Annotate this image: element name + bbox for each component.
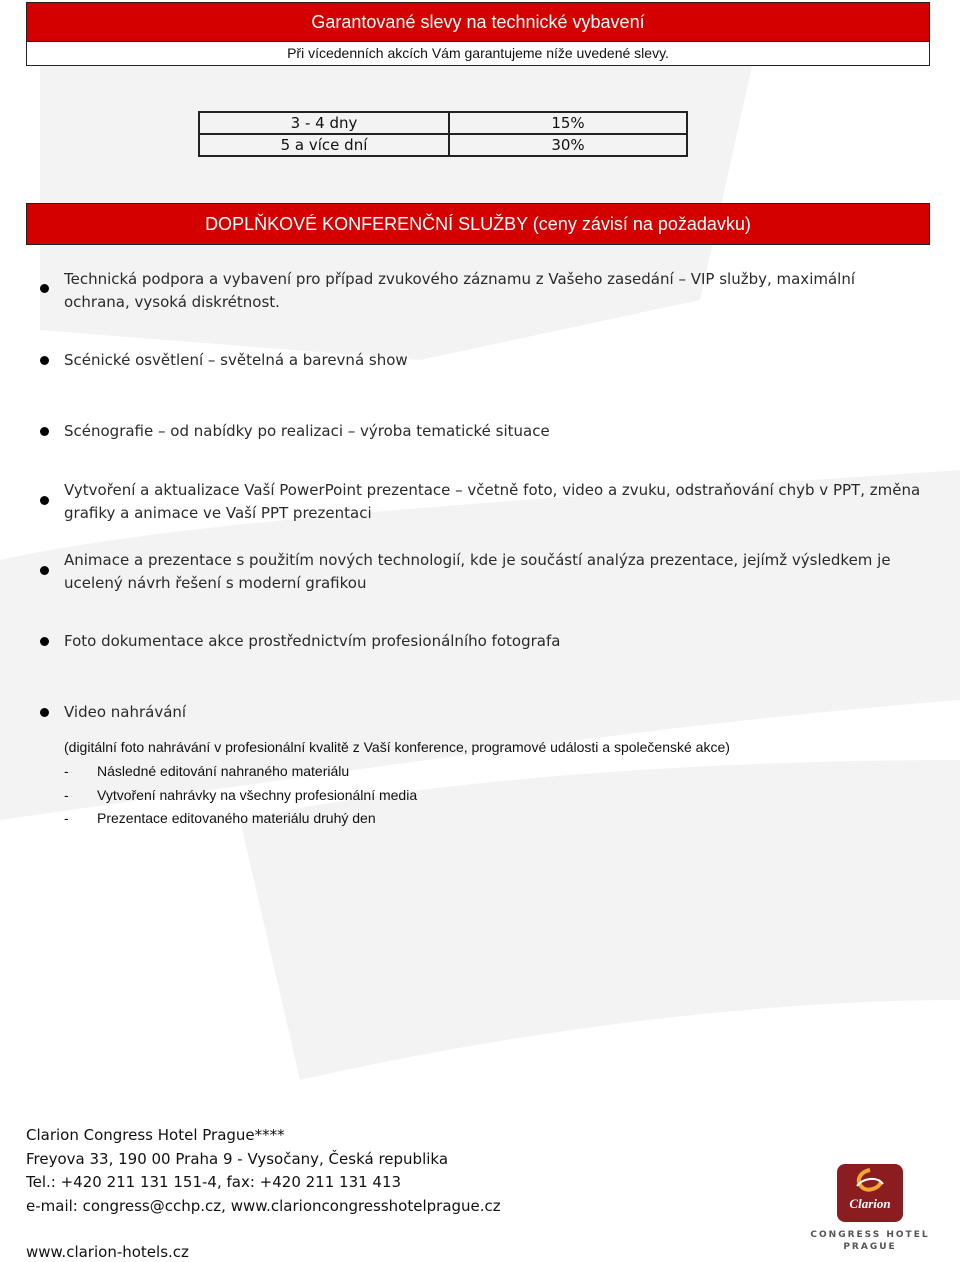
table-row: [199, 112, 687, 134]
video-note: (digitální foto nahrávání v profesionální kvalitě z Vaší konference, programové události a společenské akce): [64, 739, 730, 755]
service-text: Video nahrávání: [64, 703, 187, 721]
list-item: [64, 786, 417, 804]
list-item: [64, 762, 349, 780]
discount-value: 30%: [449, 134, 687, 156]
service-text: Technická podpora a vybavení pro případ zvukového záznamu z Vašeho zasedání – VIP služby, maximální ochrana, vysoká diskrétnost.: [64, 270, 856, 311]
service-text: Vytvoření a aktualizace Vaší PowerPoint prezentace – včetně foto, video a zvuku, odstraňování chyb v PPT, změna grafiky a animace ve Vaší PPT prezentaci: [64, 481, 921, 522]
discount-period: 5 a více dní: [199, 134, 449, 156]
discount-period: 3 - 4 dny: [199, 112, 449, 134]
clarion-logo: [808, 1162, 932, 1256]
header-box: [26, 2, 930, 66]
logo-subtitle: CONGRESS HOTEL: [810, 1230, 930, 1240]
service-text: Foto dokumentace akce prostřednictvím profesionálního fotografa: [64, 632, 561, 650]
bullet-icon: [40, 427, 49, 436]
bullet-icon: [40, 708, 49, 717]
footer-phone: Tel.: +420 211 131 151-4, fax: +420 211 131 413: [26, 1173, 402, 1191]
bullet-icon: [40, 566, 49, 575]
dash-marker: -: [64, 810, 69, 826]
dash-marker: -: [64, 787, 69, 803]
discount-table: [198, 111, 688, 157]
header-title: Garantované slevy na technické vybavení: [27, 3, 929, 42]
logo-city: PRAGUE: [843, 1242, 897, 1252]
logo-wordmark: Clarion: [849, 1196, 891, 1211]
service-text: Animace a prezentace s použitím nových technologií, kde je součástí analýza prezentace, jejímž výsledkem je ucelený návrh řešení s moderní grafikou: [64, 551, 891, 592]
footer-hotel-name: Clarion Congress Hotel Prague****: [26, 1126, 285, 1144]
bullet-icon: [40, 496, 49, 505]
footer-address: Freyova 33, 190 00 Praha 9 - Vysočany, Česká republika: [26, 1150, 449, 1168]
bullet-icon: [40, 284, 49, 293]
video-item-text: Vytvoření nahrávky na všechny profesionální media: [97, 787, 418, 803]
list-item: [64, 809, 376, 827]
discount-value: 15%: [449, 112, 687, 134]
logo-emblem-icon: [837, 1164, 903, 1222]
service-text: Scénické osvětlení – světelná a barevná show: [64, 351, 408, 369]
video-item-text: Následné editování nahraného materiálu: [97, 763, 350, 779]
dash-marker: -: [64, 763, 69, 779]
logo-badge: [837, 1164, 903, 1222]
bullet-icon: [40, 356, 49, 365]
footer-web-link[interactable]: www.clarion-hotels.cz: [26, 1243, 189, 1261]
section-title: DOPLŇKOVÉ KONFERENČNÍ SLUŽBY (ceny závisí na požadavku): [26, 203, 930, 245]
table-row: [199, 134, 687, 156]
bullet-icon: [40, 637, 49, 646]
header-subtitle: Při vícedenních akcích Vám garantujeme níže uvedené slevy.: [287, 45, 669, 61]
video-item-text: Prezentace editovaného materiálu druhý den: [97, 810, 376, 826]
footer-email[interactable]: e-mail: congress@cchp.cz, www.clarioncongresshotelprague.cz: [26, 1197, 501, 1215]
service-text: Scénografie – od nabídky po realizaci – výroba tematické situace: [64, 422, 550, 440]
